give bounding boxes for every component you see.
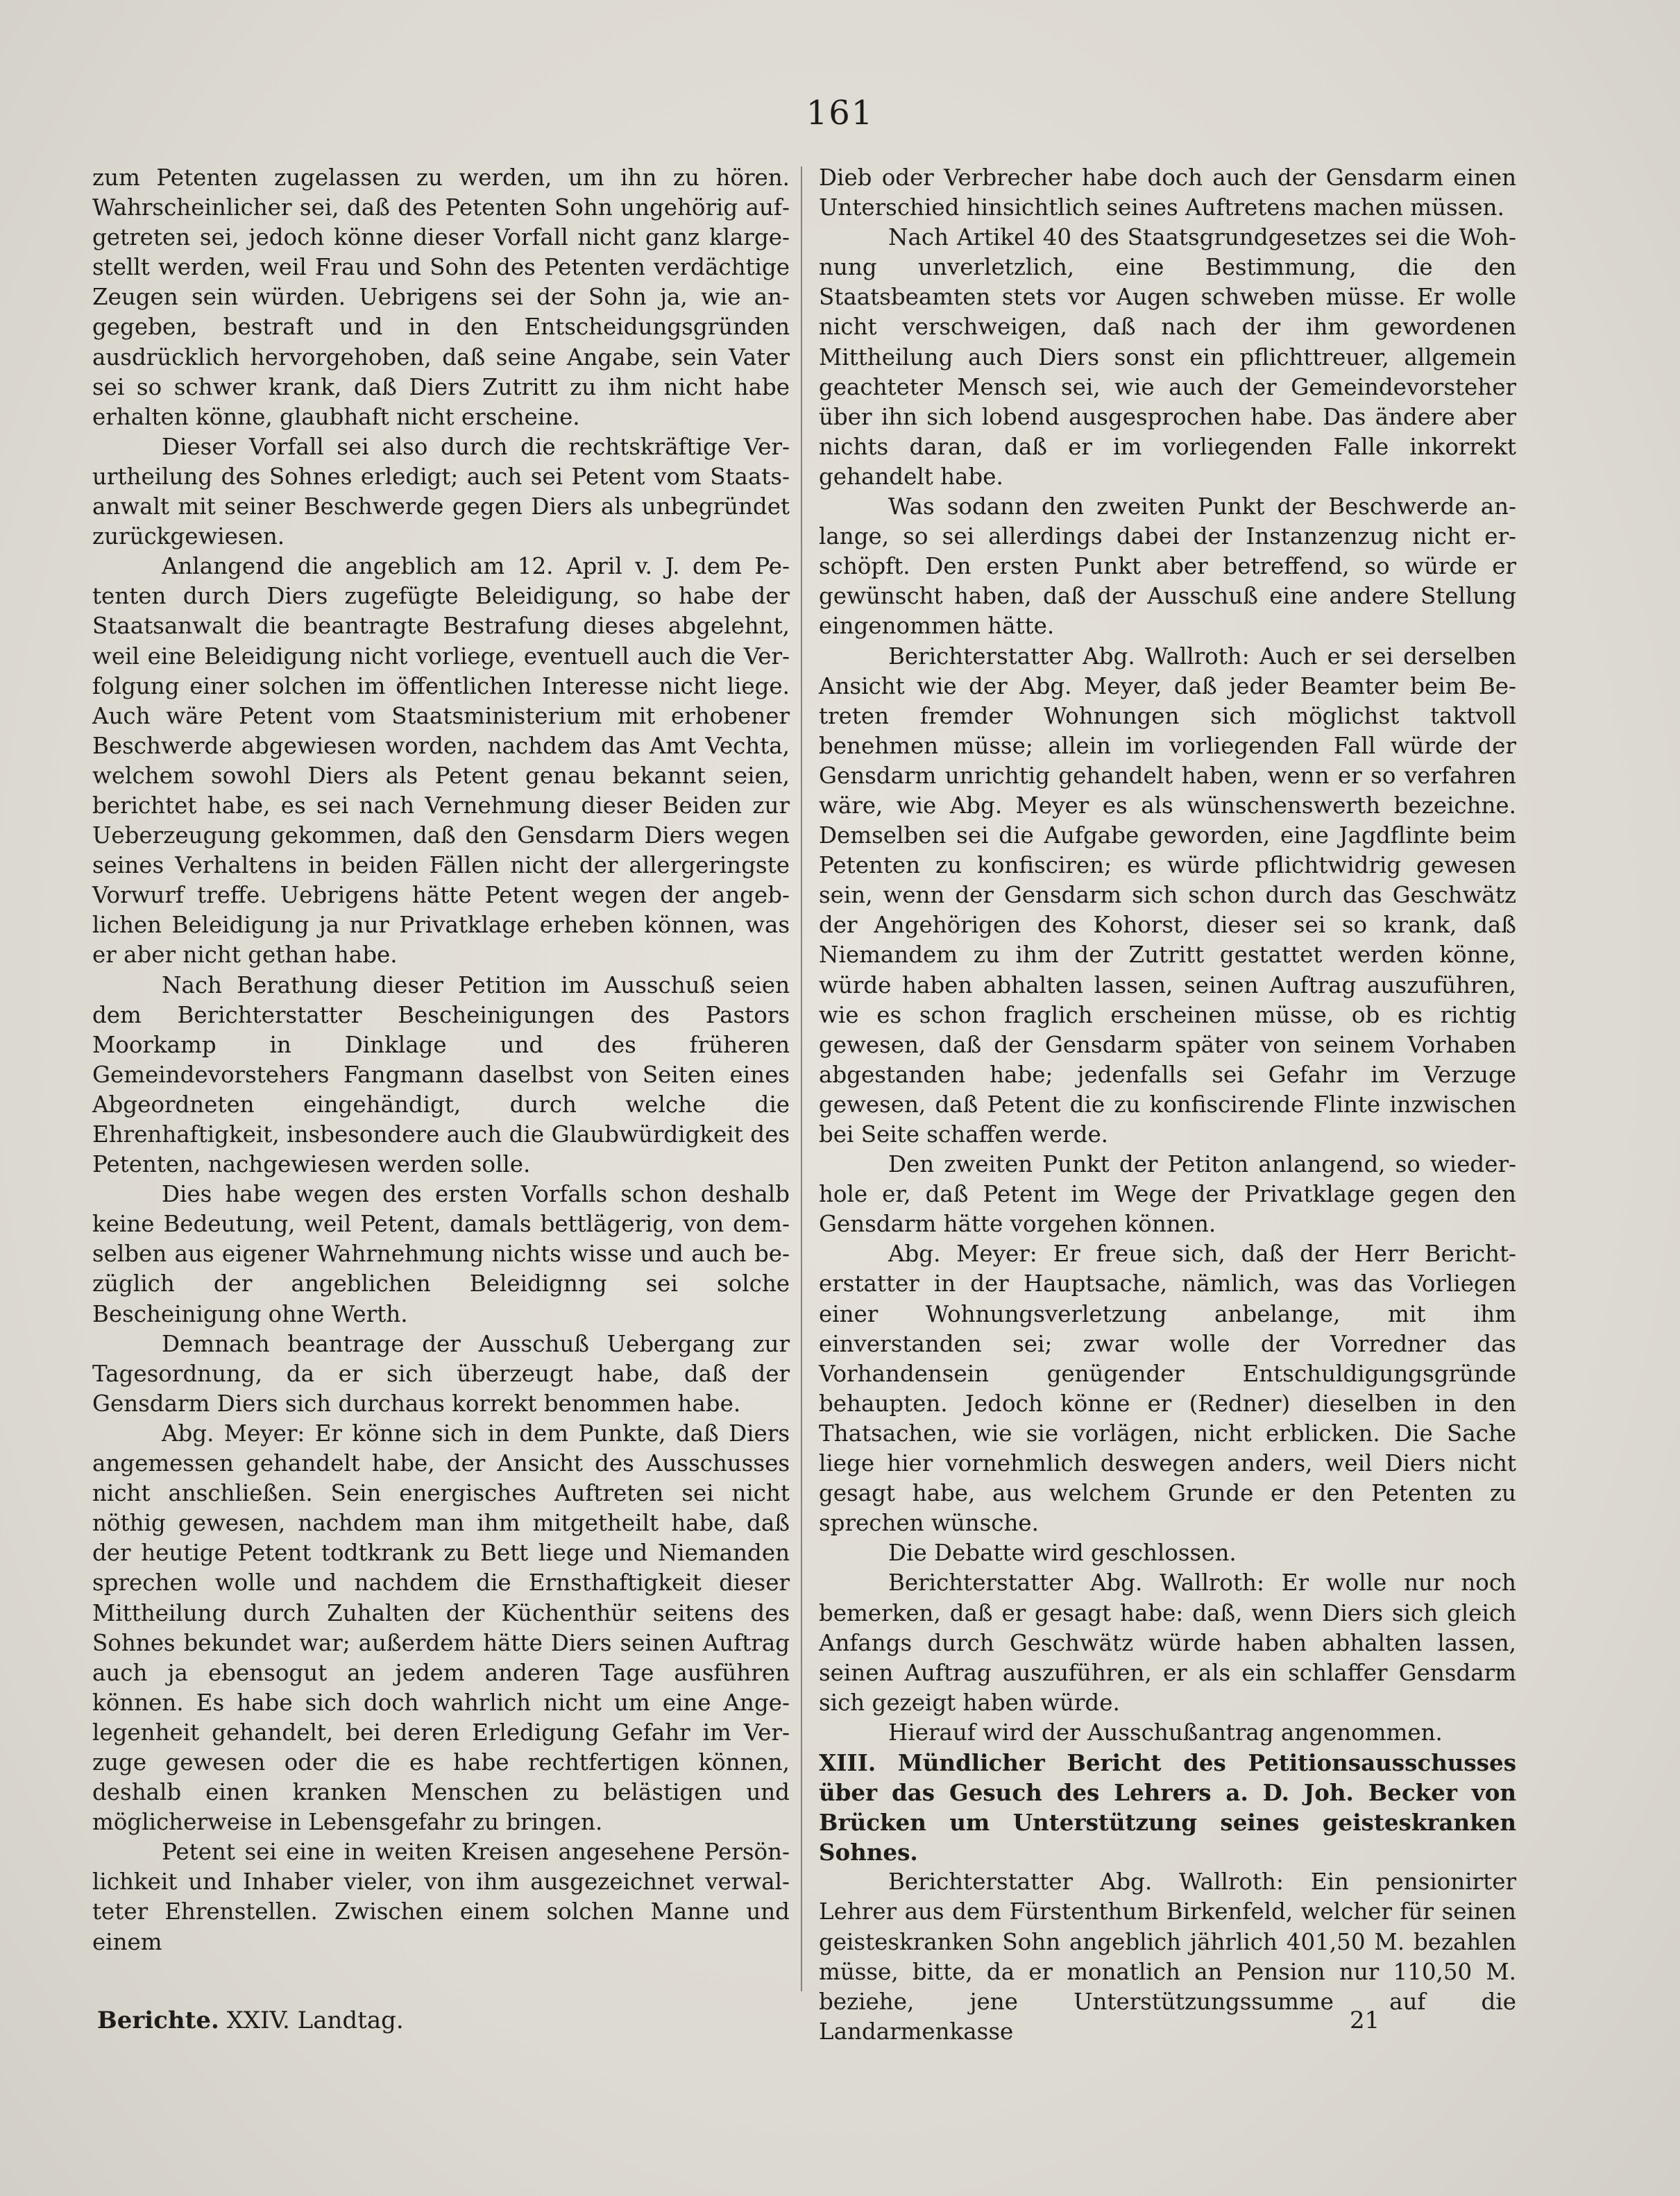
paragraph: Anlangend die angeblich am 12. April v. J. dem Petenten durch Diers zugefügte Beleidigung, so habe der Staatsanwalt die beantragte Bestrafung dieses abgelehnt, weil eine Beleidigung nicht vorliege, eventuell auch die Verfolgung einer solchen im öffentlichen Interesse nicht liege. Auch wäre Petent vom Staatsministerium mit erhobener Beschwerde abgewiesen worden, nachdem das Amt Vechta, welchem sowohl Diers als Petent genau bekannt seien, berichtet habe, es sei nach Vernehmung dieser Beiden zur Ueberzeugung gekommen, daß den Gensdarm Diers wegen seines Verhaltens in beiden Fällen nicht der allergeringste Vorwurf treffe. Uebrigens hätte Petent wegen der angeblichen Beleidigung ja nur Privatklage erheben können, was er aber nicht gethan habe. bbox=[92, 553, 790, 969]
paragraph: Berichterstatter Abg. Wallroth: Er wolle nur noch bemerken, daß er gesagt habe: daß, wenn Diers sich gleich Anfangs durch Geschwätz würde haben abhalten lassen, seinen Auftrag auszuführen, er als ein schlaffer Gensdarm sich gezeigt haben würde. bbox=[819, 1569, 1516, 1716]
column-divider bbox=[801, 167, 802, 1991]
paragraph: Petent sei eine in weiten Kreisen angesehene Persönlichkeit und Inhaber vieler, von ihm ausgezeichnet verwalteter Ehrenstellen. Zwischen einem solchen Manne und einem bbox=[92, 1839, 790, 1955]
paragraph: Dieb oder Verbrecher habe doch auch der Gensdarm einen Unterschied hinsichtlich seines Auftretens machen müssen. bbox=[819, 164, 1516, 221]
paragraph: Abg. Meyer: Er könne sich in dem Punkte, daß Diers angemessen gehandelt habe, der Ansicht des Ausschusses nicht anschließen. Sein energisches Auftreten sei nicht nöthig gewesen, nachdem man ihm mitgetheilt habe, daß der heutige Petent todtkrank zu Bett liege und Niemanden sprechen wolle und nachdem die Ernsthaftigkeit dieser Mittheilung durch Zuhalten der Küchenthür seitens des Sohnes bekundet war; außerdem hätte Diers seinen Auftrag auch ja ebensogut an jedem anderen Tage ausführen können. Es habe sich doch wahrlich nicht um eine Angelegenheit gehandelt, bei deren Erledigung Gefahr im Verzuge gewesen oder die es habe rechtfertigen können, deshalb einen kranken Menschen zu belästigen und möglicherweise in Lebensgefahr zu bringen. bbox=[92, 1420, 790, 1836]
paragraph: Abg. Meyer: Er freue sich, daß der Herr Berichterstatter in der Hauptsache, nämlich, was das Vorliegen einer Wohnungsverletzung anbelange, mit ihm einverstanden sei; zwar wolle der Vorredner das Vorhandensein genügender Entschuldigungsgründe behaupten. Jedoch könne er (Redner) dieselben in den Thatsachen, wie sie vorlägen, nicht erblicken. Die Sache liege hier vornehmlich deswegen anders, weil Diers nicht gesagt habe, aus welchem Grunde er den Petenten zu sprechen wünsche. bbox=[819, 1241, 1516, 1537]
footer-sheet-number: 21 bbox=[1350, 2007, 1380, 2034]
footer-signature bbox=[97, 2007, 404, 2034]
paragraph: Nach Artikel 40 des Staatsgrundgesetzes sei die Wohnung unverletzlich, eine Bestimmung, die den Staatsbeamten stets vor Augen schweben müsse. Er wolle nicht verschweigen, daß nach der ihm gewordenen Mittheilung auch Diers sonst ein pflichttreuer, allgemein geachteter Mensch sei, wie auch der Gemeindevorsteher über ihn sich lobend ausgesprochen habe. Das ändere aber nichts daran, daß er im vorliegenden Falle inkorrekt gehandelt habe. bbox=[819, 224, 1516, 490]
paragraph: Demnach beantrage der Ausschuß Uebergang zur Tagesordnung, da er sich überzeugt habe, daß der Gensdarm Diers sich durchaus korrekt benommen habe. bbox=[92, 1330, 790, 1417]
paragraph: Was sodann den zweiten Punkt der Beschwerde anlange, so sei allerdings dabei der Instanzenzug nicht erschöpft. Den ersten Punkt aber betreffend, so würde er gewünscht haben, daß der Ausschuß eine andere Stellung eingenommen hätte. bbox=[819, 493, 1516, 640]
paragraph: Berichterstatter Abg. Wallroth: Ein pensionirter Lehrer aus dem Fürstenthum Birkenfeld, welcher für seinen geisteskranken Sohn angeblich jährlich 401,50 M. bezahlen müsse, bitte, da er monatlich an Pension nur 110,50 M. beziehe, jene Unterstützungssumme auf die Landarmenkasse bbox=[819, 1869, 1516, 2045]
paragraph: Die Debatte wird geschlossen. bbox=[888, 1540, 1237, 1567]
paragraph: Berichterstatter Abg. Wallroth: Auch er sei derselben Ansicht wie der Abg. Meyer, daß jeder Beamter beim Betreten fremder Wohnungen sich möglichst taktvoll benehmen müsse; allein im vorliegenden Fall würde der Gensdarm unrichtig gehandelt haben, wenn er so verfahren wäre, wie Abg. Meyer es als wünschenswerth bezeichne. Demselben sei die Aufgabe geworden, eine Jagdflinte beim Petenten zu konfisciren; es würde pflichtwidrig gewesen sein, wenn der Gensdarm sich schon durch das Geschwätz der Angehörigen des Kohorst, dieser sei so krank, daß Niemandem zu ihm der Zutritt gestattet werden könne, würde haben abhalten lassen, seinen Auftrag auszuführen, wie es schon fraglich erscheinen müsse, ob es richtig gewesen, daß der Gensdarm später von seinem Vorhaben abgestanden habe; jedenfalls sei Gefahr im Verzuge gewesen, daß Petent die zu konfiscirende Flinte inzwischen bei Seite schaffen werde. bbox=[819, 642, 1516, 1148]
paragraph: Dieser Vorfall sei also durch die rechtskräftige Verurtheilung des Sohnes erledigt; auch sei Petent vom Staatsanwalt mit seiner Beschwerde gegen Diers als unbegründet zurückgewiesen. bbox=[92, 433, 790, 550]
paragraph: Hierauf wird der Ausschußantrag angenommen. bbox=[888, 1719, 1443, 1746]
right-column bbox=[819, 163, 1516, 2047]
paragraph: Nach Berathung dieser Petition im Ausschuß seien dem Berichterstatter Bescheinigungen des Pastors Moorkamp in Dinklage und des früheren Gemeindevorstehers Fangmann daselbst von Seiten eines Abgeordneten eingehändigt, durch welche die Ehrenhaftigkeit, insbesondere auch die Glaubwürdigkeit des Petenten, nachgewiesen werden solle. bbox=[92, 971, 790, 1178]
page-number: 161 bbox=[806, 94, 874, 133]
paragraph: zum Petenten zugelassen zu werden, um ihn zu hören. Wahrscheinlicher sei, daß des Petenten Sohn ungehörig aufgetreten sei, jedoch könne dieser Vorfall nicht ganz klargestellt werden, weil Frau und Sohn des Petenten verdächtige Zeugen sein würden. Uebrigens sei der Sohn ja, wie angegeben, bestraft und in den Entscheidungsgründen ausdrücklich hervorgehoben, daß seine Angabe, sein Vater sei so schwer krank, daß Diers Zutritt zu ihm nicht habe erhalten könne, glaubhaft nicht erscheine. bbox=[92, 164, 790, 430]
left-column bbox=[92, 163, 790, 1957]
paragraph: Den zweiten Punkt der Petiton anlangend, so wiederhole er, daß Petent im Wege der Privatklage gegen den Gensdarm hätte vorgehen können. bbox=[819, 1151, 1516, 1238]
paragraph: Dies habe wegen des ersten Vorfalls schon deshalb keine Bedeutung, weil Petent, damals bettlägerig, von demselben aus eigener Wahrnehmung nichts wisse und auch bezüglich der angeblichen Beleidignng sei solche Bescheinigung ohne Werth. bbox=[92, 1181, 790, 1327]
footer-reports-label: Berichte. bbox=[97, 2007, 219, 2034]
footer-session-label: XXIV. Landtag. bbox=[219, 2007, 404, 2034]
section-heading: XIII. Mündlicher Bericht des Petitionsausschusses über das Gesuch des Lehrers a. D. Joh. Becker von Brücken um Unterstützung seines geisteskranken Sohnes. bbox=[819, 1748, 1516, 1866]
